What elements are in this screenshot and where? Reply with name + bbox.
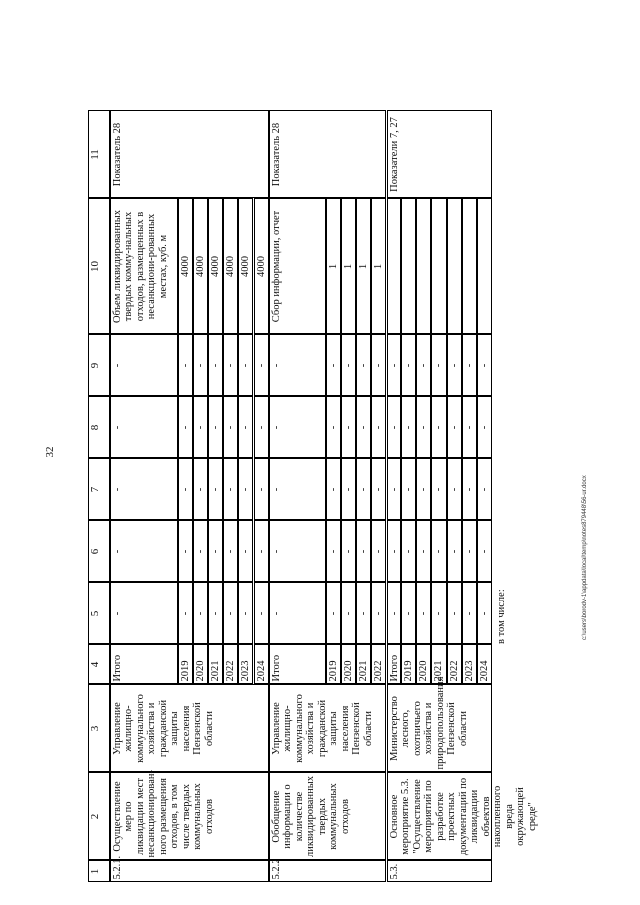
year-value: - xyxy=(193,583,208,645)
indicator-value: 4000 xyxy=(254,199,269,335)
total-value: - xyxy=(110,521,178,583)
year-value: - xyxy=(416,521,431,583)
rotated-program-table xyxy=(88,22,588,882)
year-value: - xyxy=(254,397,269,459)
year-value: - xyxy=(254,521,269,583)
year-value: - xyxy=(341,459,356,521)
year-value: - xyxy=(193,335,208,397)
year-value: - xyxy=(431,397,446,459)
total-value: - xyxy=(387,397,402,459)
indicator-value xyxy=(462,199,477,335)
year-value: - xyxy=(462,521,477,583)
responsible-executor: Управление жилищно-коммунального хозяйства и гражданской защиты населения Пензенской области xyxy=(110,685,269,773)
year-value: - xyxy=(341,583,356,645)
year-value: - xyxy=(401,521,416,583)
year-label: 2019 xyxy=(401,645,416,685)
year-value: - xyxy=(193,459,208,521)
year-value: - xyxy=(223,335,238,397)
year-value: - xyxy=(356,397,371,459)
year-value: - xyxy=(178,583,193,645)
year-value: - xyxy=(178,459,193,521)
year-value: - xyxy=(371,583,386,645)
year-label: 2020 xyxy=(193,645,208,685)
year-value: - xyxy=(447,397,462,459)
year-value: - xyxy=(193,397,208,459)
year-value: - xyxy=(238,583,253,645)
year-label: 2022 xyxy=(223,645,238,685)
year-value: - xyxy=(326,335,341,397)
year-label: 2024 xyxy=(477,645,492,685)
indicator-value: 4000 xyxy=(208,199,223,335)
year-value: - xyxy=(208,459,223,521)
row-number: 5.2.1. xyxy=(110,861,269,883)
year-value: - xyxy=(371,335,386,397)
year-value: - xyxy=(371,521,386,583)
year-value: - xyxy=(401,583,416,645)
footer-file-path: c:\users\borodv-1\appdata\local\temp\notes879448\56-ur.docx xyxy=(582,475,588,640)
row-number: 5.3. xyxy=(387,861,493,883)
indicator-value: 1 xyxy=(341,199,356,335)
total-value: - xyxy=(110,397,178,459)
column-header-8: 8 xyxy=(88,397,110,459)
indicator-value xyxy=(477,199,492,335)
total-value: - xyxy=(110,335,178,397)
year-value: - xyxy=(238,521,253,583)
year-value: - xyxy=(371,459,386,521)
total-label: Итого xyxy=(269,645,326,685)
column-header-9: 9 xyxy=(88,335,110,397)
indicator-value: 4000 xyxy=(238,199,253,335)
year-value: - xyxy=(254,583,269,645)
year-label: 2020 xyxy=(416,645,431,685)
column-header-10: 10 xyxy=(88,199,110,335)
year-label: 2021 xyxy=(431,645,446,685)
total-value: - xyxy=(387,521,402,583)
row-number: 5.2.2 xyxy=(269,861,387,883)
year-value: - xyxy=(208,521,223,583)
column-header-11: 11 xyxy=(88,111,110,199)
year-value: - xyxy=(356,459,371,521)
year-value: - xyxy=(416,583,431,645)
year-value: - xyxy=(401,397,416,459)
measure-name: Основное мероприятие 5.3. "Осуществление мероприятий по разработке проектных документаций по ликвидации объектов накопленного вреда окружающей среде" xyxy=(387,773,493,861)
year-value: - xyxy=(401,459,416,521)
year-value: - xyxy=(416,335,431,397)
indicator-reference: Показатели 7, 27 xyxy=(387,111,493,199)
year-value: - xyxy=(193,521,208,583)
indicator-value xyxy=(431,199,446,335)
year-value: - xyxy=(431,335,446,397)
year-label: 2019 xyxy=(178,645,193,685)
column-header-5: 5 xyxy=(88,583,110,645)
year-value: - xyxy=(238,459,253,521)
year-value: - xyxy=(477,397,492,459)
year-value: - xyxy=(341,521,356,583)
year-label: 2020 xyxy=(341,645,356,685)
year-value: - xyxy=(462,397,477,459)
year-value: - xyxy=(178,397,193,459)
year-value: - xyxy=(356,583,371,645)
indicator-value: 1 xyxy=(356,199,371,335)
year-value: - xyxy=(223,459,238,521)
indicator-value xyxy=(447,199,462,335)
indicator-name: Сбор информации, отчет xyxy=(269,199,326,335)
year-value: - xyxy=(431,459,446,521)
total-value: - xyxy=(269,459,326,521)
responsible-executor: Управление жилищно-коммунального хозяйства и гражданской защиты населения Пензенской области xyxy=(269,685,387,773)
year-value: - xyxy=(477,583,492,645)
year-value: - xyxy=(371,397,386,459)
year-value: - xyxy=(356,335,371,397)
year-label: 2021 xyxy=(356,645,371,685)
total-label: Итого xyxy=(110,645,178,685)
year-label: 2023 xyxy=(462,645,477,685)
indicator-name: Объем ликвидированных твердых комму-нальных отходов, размещенных в несанкциони-рованных местах, куб. м xyxy=(110,199,178,335)
total-label: Итого xyxy=(387,645,402,685)
year-value: - xyxy=(223,583,238,645)
year-value: - xyxy=(447,335,462,397)
year-value: - xyxy=(238,397,253,459)
year-value: - xyxy=(401,335,416,397)
year-value: - xyxy=(447,459,462,521)
year-value: - xyxy=(477,459,492,521)
year-value: - xyxy=(416,397,431,459)
indicator-value: 4000 xyxy=(193,199,208,335)
total-value: - xyxy=(387,335,402,397)
responsible-executor: Министерство лесного, охотничьего хозяйства и природопользования Пензенской области xyxy=(387,685,493,773)
year-value: - xyxy=(477,521,492,583)
year-value: - xyxy=(326,521,341,583)
year-value: - xyxy=(208,335,223,397)
year-label: 2021 xyxy=(208,645,223,685)
year-value: - xyxy=(208,583,223,645)
page-number: 32 xyxy=(44,446,56,458)
total-value: - xyxy=(387,459,402,521)
year-value: - xyxy=(462,335,477,397)
year-label: 2019 xyxy=(326,645,341,685)
total-value: - xyxy=(269,335,326,397)
indicator-reference: Показатель 28 xyxy=(110,111,269,199)
column-header-4: 4 xyxy=(88,645,110,685)
year-value: - xyxy=(462,459,477,521)
year-value: - xyxy=(431,521,446,583)
column-header-1: 1 xyxy=(88,861,110,883)
total-value: - xyxy=(269,397,326,459)
year-value: - xyxy=(416,459,431,521)
year-value: - xyxy=(356,521,371,583)
column-header-6: 6 xyxy=(88,521,110,583)
total-value: - xyxy=(387,583,402,645)
indicator-reference: Показатель 28 xyxy=(269,111,387,199)
year-value: - xyxy=(326,397,341,459)
year-value: - xyxy=(431,583,446,645)
year-label: 2024 xyxy=(254,645,269,685)
year-label: 2022 xyxy=(447,645,462,685)
column-header-3: 3 xyxy=(88,685,110,773)
indicator-value: 1 xyxy=(326,199,341,335)
in-total-note: в том числе: xyxy=(495,589,507,644)
year-value: - xyxy=(447,583,462,645)
year-value: - xyxy=(447,521,462,583)
year-value: - xyxy=(477,335,492,397)
indicator-name xyxy=(387,199,402,335)
measure-name: Осуществление мер по ликвидации мест несанкционирован-ного размещения отходов, в том числе твердых коммунальных отходов xyxy=(110,773,269,861)
column-header-2: 2 xyxy=(88,773,110,861)
indicator-value: 4000 xyxy=(178,199,193,335)
indicator-value: 1 xyxy=(371,199,386,335)
year-value: - xyxy=(254,459,269,521)
year-value: - xyxy=(178,521,193,583)
year-value: - xyxy=(254,335,269,397)
year-value: - xyxy=(223,397,238,459)
year-value: - xyxy=(223,521,238,583)
year-value: - xyxy=(462,583,477,645)
year-value: - xyxy=(238,335,253,397)
total-value: - xyxy=(269,521,326,583)
year-label: 2022 xyxy=(371,645,386,685)
year-label: 2023 xyxy=(238,645,253,685)
total-value: - xyxy=(110,583,178,645)
year-value: - xyxy=(326,459,341,521)
measure-name: Обобщение информации о количестве ликвидированных твердых коммунальных отходов xyxy=(269,773,387,861)
year-value: - xyxy=(326,583,341,645)
year-value: - xyxy=(341,397,356,459)
year-value: - xyxy=(178,335,193,397)
year-value: - xyxy=(341,335,356,397)
indicator-value xyxy=(401,199,416,335)
total-value: - xyxy=(269,583,326,645)
total-value: - xyxy=(110,459,178,521)
indicator-value: 4000 xyxy=(223,199,238,335)
column-header-7: 7 xyxy=(88,459,110,521)
year-value: - xyxy=(208,397,223,459)
indicator-value xyxy=(416,199,431,335)
